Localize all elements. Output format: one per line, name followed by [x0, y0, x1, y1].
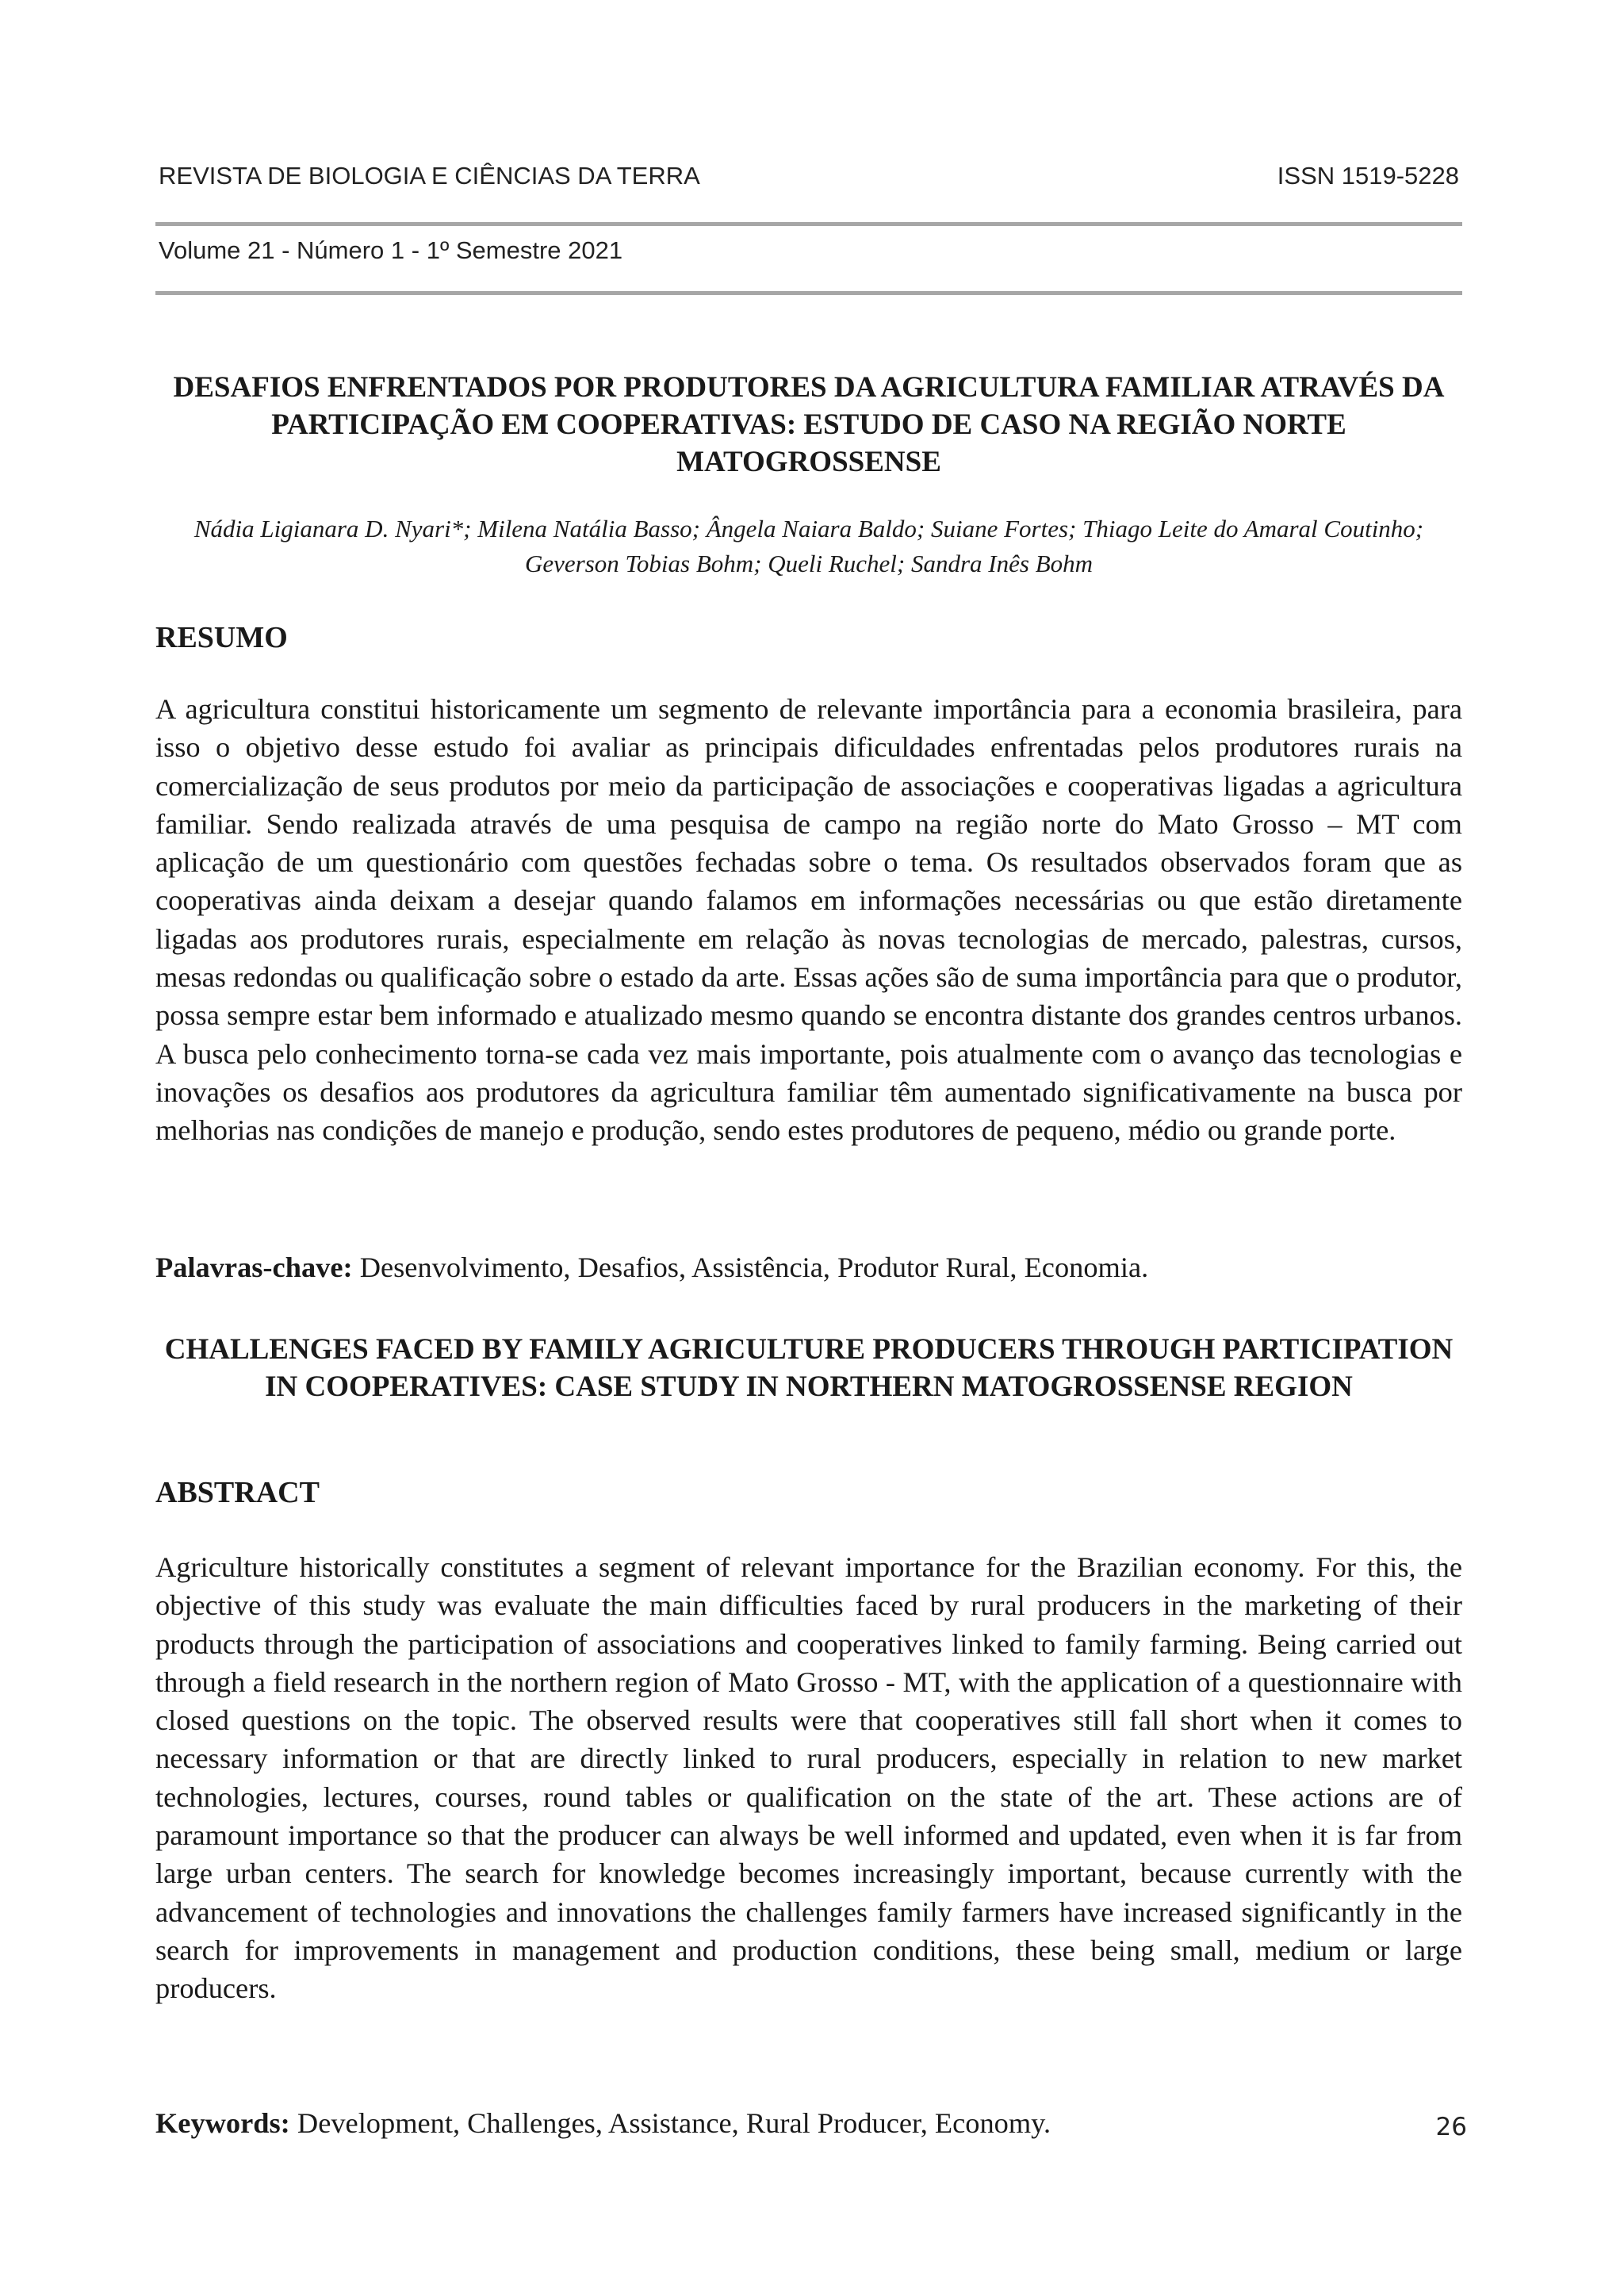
- keywords-en: [155, 2104, 1462, 2142]
- resumo-heading: RESUMO: [155, 621, 288, 654]
- header-divider: [155, 222, 1462, 226]
- keywords-pt-label: Palavras-chave:: [155, 1251, 353, 1283]
- keywords-en-label: Keywords:: [155, 2107, 290, 2139]
- issn: ISSN 1519-5228: [1277, 162, 1459, 190]
- article-title-en: CHALLENGES FACED BY FAMILY AGRICULTURE PRODUCERS THROUGH PARTICIPATION IN COOPERATIVES: CASE STUDY IN NORTHERN MATOGROSSENSE REGION: [164, 1333, 1454, 1403]
- keywords-pt: [155, 1248, 1462, 1286]
- volume-divider: [155, 291, 1462, 295]
- author-list: Nádia Ligianara D. Nyari*; Milena Natália Basso; Ângela Naiara Baldo; Suiane Fortes; Thiago Leite do Amaral Coutinho; Geverson Tobias Bohm; Queli Ruchel; Sandra Inês Bohm: [193, 515, 1424, 577]
- article-title-pt: DESAFIOS ENFRENTADOS POR PRODUTORES DA AGRICULTURA FAMILIAR ATRAVÉS DA PARTICIPAÇÃO EM COOPERATIVAS: ESTUDO DE CASO NA REGIÃO NORTE MATOGROSSENSE: [173, 371, 1445, 478]
- keywords-pt-values: Desenvolvimento, Desafios, Assistência, Produtor Rural, Economia.: [352, 1251, 1149, 1283]
- resumo-body: A agricultura constitui historicamente um segmento de relevante importância para a economia brasileira, para isso o objetivo desse estudo foi avaliar as principais dificuldades enfrentadas pelos produtores rurais na comercialização de seus produtos por meio da participação de associações e cooperativas ligadas a agricultura familiar. Sendo realizada através de uma pesquisa de campo na região norte do Mato Grosso – MT com aplicação de um questionário com questões fechadas sobre o tema. Os resultados observados foram que as cooperativas ainda deixam a desejar quando falamos em informações necessárias ou que estão diretamente ligadas aos produtores rurais, especialmente em relação às novas tecnologias de mercado, palestras, cursos, mesas redondas ou qualificação sobre o estado da arte. Essas ações são de suma importância para que o produtor, possa sempre estar bem informado e atualizado mesmo quando se encontra distante dos grandes centros urbanos. A busca pelo conhecimento torna-se cada vez mais importante, pois atualmente com o avanço das tecnologias e inovações os desafios aos produtores da agricultura familiar têm aumentado significativamente na busca por melhorias nas condições de manejo e produção, sendo estes produtores de pequeno, médio ou grande porte.: [155, 693, 1462, 1147]
- page-number: 26: [1435, 2113, 1467, 2141]
- journal-name: REVISTA DE BIOLOGIA E CIÊNCIAS DA TERRA: [159, 162, 700, 190]
- running-header: [159, 162, 1459, 190]
- abstract-body: Agriculture historically constitutes a segment of relevant importance for the Brazilian economy. For this, the objective of this study was evaluate the main difficulties faced by rural producers in the marketing of their products through the participation of associations and cooperatives linked to family farming. Being carried out through a field research in the northern region of Mato Grosso - MT, with the application of a questionnaire with closed questions on the topic. The observed results were that cooperatives still fall short when it comes to necessary information or that are directly linked to rural producers, especially in relation to new market technologies, lectures, courses, round tables or qualification on the state of the art. These actions are of paramount importance so that the producer can always be well informed and updated, even when it is far from large urban centers. The search for knowledge becomes increasingly important, because currently with the advancement of technologies and innovations the challenges family farmers have increased significantly in the search for improvements in management and production conditions, these being small, medium or large producers.: [155, 1551, 1462, 2005]
- abstract-heading: ABSTRACT: [155, 1476, 320, 1509]
- volume-info: Volume 21 - Número 1 - 1º Semestre 2021: [159, 236, 623, 264]
- keywords-en-values: Development, Challenges, Assistance, Rural Producer, Economy.: [289, 2107, 1051, 2139]
